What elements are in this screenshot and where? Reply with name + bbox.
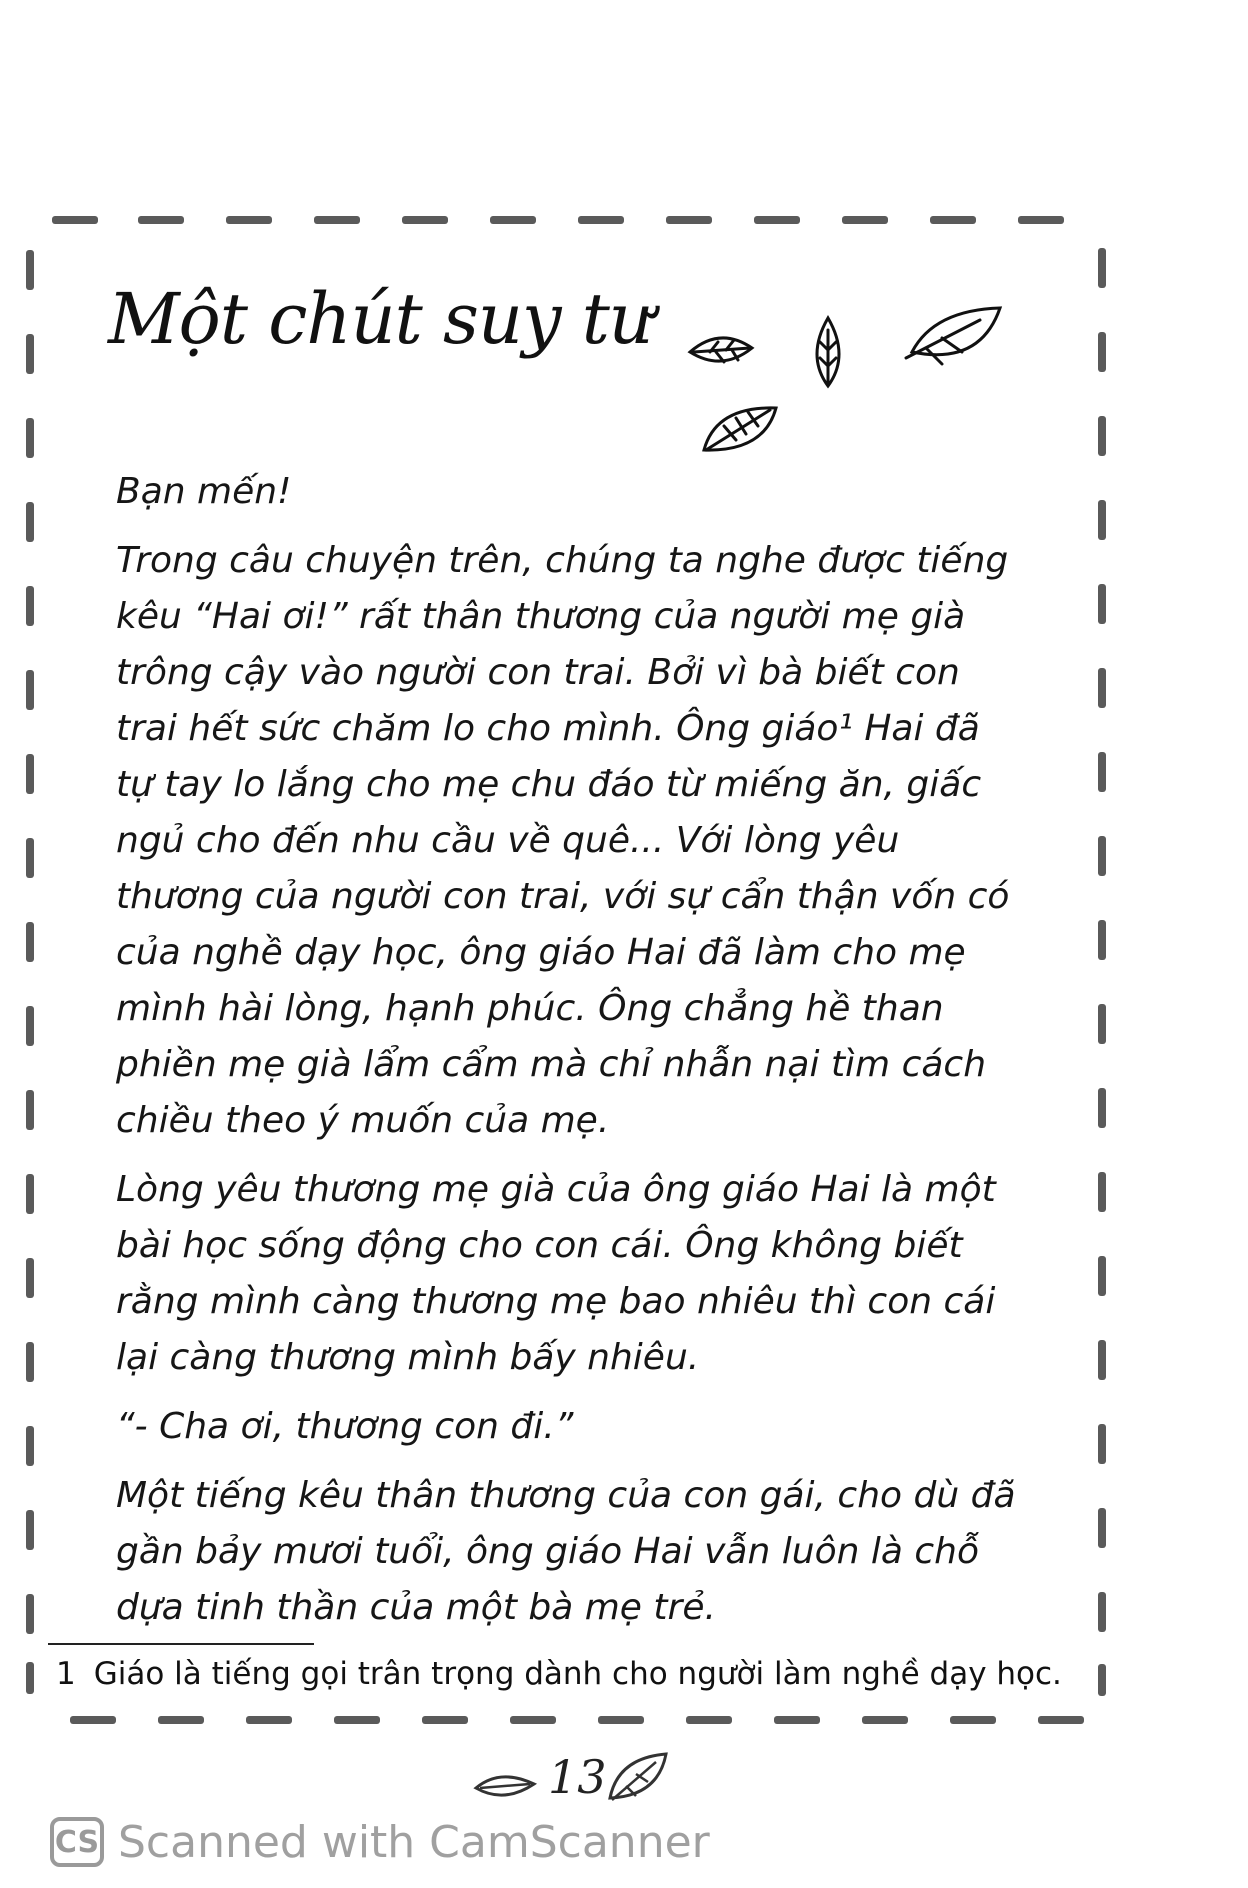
page-title: Một chút suy tư	[108, 278, 653, 360]
leaf-icon	[690, 338, 752, 362]
article-body	[116, 464, 1016, 1649]
camscanner-logo: CS	[50, 1817, 104, 1867]
camscanner-watermark	[50, 1812, 710, 1872]
leaf-icon	[817, 318, 839, 386]
leaf-icon	[604, 1748, 670, 1808]
paragraph-1: Trong câu chuyện trên, chúng ta nghe được tiếng kêu “Hai ơi!” rất thân thương của người mẹ già trông cậy vào người con trai. Bởi vì bà biết con trai hết sức chăm lo cho mình. Ông giáo¹ Hai đã tự tay lo lắng cho mẹ chu đáo từ miếng ăn, giấc ngủ cho đến nhu cầu về quê... Với lòng yêu thương của người con trai, với sự cẩn thận vốn có của nghề dạy học, ông giáo Hai đã làm cho mẹ mình hài lòng, hạnh phúc. Ông chẳng hề than phiền mẹ già lẩm cẩm mà chỉ nhẫn nại tìm cách chiều theo ý muốn của mẹ.	[116, 540, 1010, 1141]
title-leaves	[680, 290, 1020, 470]
quote-line: “- Cha ơi, thương con đi.”	[116, 1406, 574, 1447]
paragraph-2: Lòng yêu thương mẹ già của ông giáo Hai là một bài học sống động cho con cái. Ông không biết rằng mình càng thương mẹ bao nhiêu thì con cái lại càng thương mình bấy nhiêu.	[116, 1169, 996, 1378]
leaf-icon	[906, 308, 1000, 364]
footnote-number: 1	[56, 1656, 76, 1692]
footnote-text: Giáo là tiếng gọi trân trọng dành cho người làm nghề dạy học.	[93, 1656, 1062, 1692]
watermark-text: Scanned with CamScanner	[118, 1816, 710, 1868]
paragraph-4: Một tiếng kêu thân thương của con gái, cho dù đã gần bảy mươi tuổi, ông giáo Hai vẫn luôn là chỗ dựa tinh thần của một bà mẹ trẻ.	[116, 1475, 1016, 1628]
greeting: Bạn mến!	[116, 471, 292, 512]
footnote-divider	[48, 1643, 314, 1645]
footnote	[56, 1656, 1086, 1692]
leaf-icon	[704, 408, 776, 450]
leaf-icon	[470, 1762, 540, 1808]
page-number: 13	[548, 1750, 607, 1804]
